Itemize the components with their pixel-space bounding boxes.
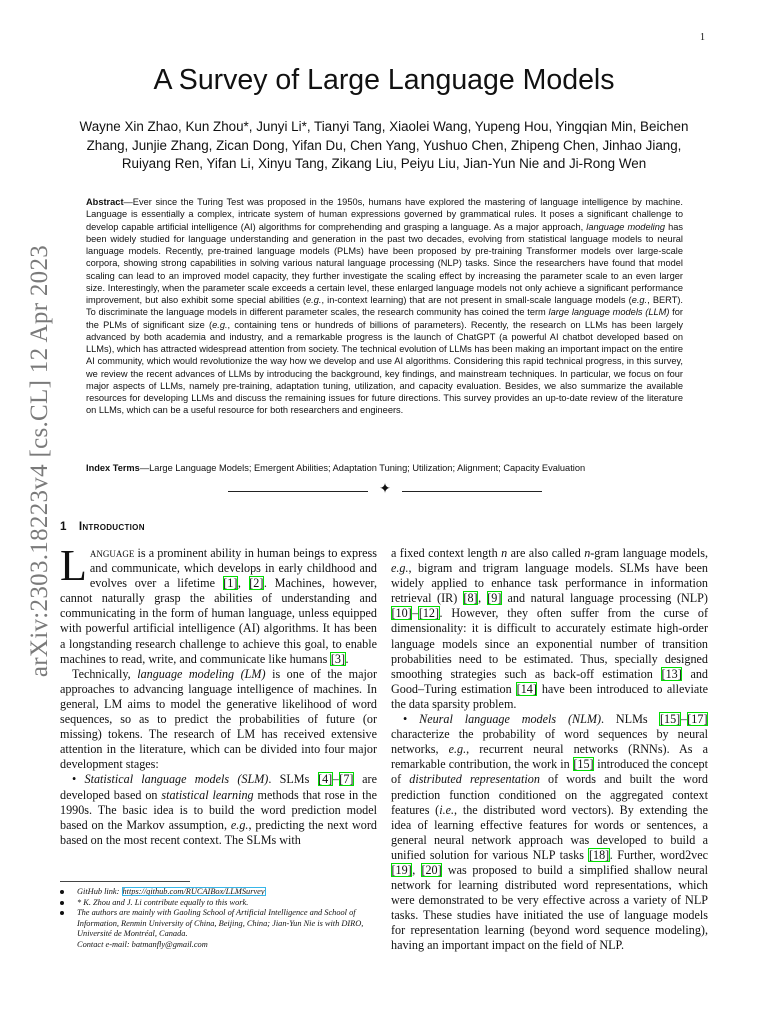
abstract-emphasis: e.g. — [631, 295, 648, 305]
abstract-label: Abstract — [86, 197, 124, 207]
bullet-icon — [60, 890, 64, 894]
abstract-emphasis: e.g. — [212, 319, 228, 330]
emphasis-text: distributed representation — [409, 772, 540, 787]
paper-title: A Survey of Large Language Models — [153, 64, 615, 96]
abstract-text: Ever since the Turing Test was proposed in the 1950s, humans have explored the mastering of language intelligence by machine. Language is essentially a complex, intricate system of human expressions governed by grammatical rules. It poses a significant challenge to develop capable artificial intelligence (AI) algorithms for comprehending and grasping a language. As a major approach, — [86, 197, 683, 232]
footnotes — [60, 887, 377, 950]
abstract-emphasis: e.g. — [306, 295, 322, 305]
citation-link[interactable]: [10] — [391, 606, 412, 621]
footnote-rule — [60, 881, 190, 882]
body-text: , recurrent neural networks (RNNs). As a remarkable contribution, the work in — [391, 742, 708, 772]
body-text: , bigram and trigram language models. SLMs have been widely applied to enhance task performance in information retrieval (IR) — [391, 561, 708, 606]
small-caps-word: anguage — [89, 546, 135, 560]
abstract — [86, 196, 683, 417]
body-text: and Good–Turing estimation — [391, 666, 708, 696]
body-text: was proposed to build a simplified shallow neural network for learning distributed word representations, which were demonstrated to be very effective across a variety of NLP tasks. These studies have initiated the use of language models for representation learning (beyond word sequence modeling), having an important impact on the field of NLP. — [391, 862, 708, 953]
intro-paragraph — [60, 772, 377, 847]
citation-link[interactable]: [7] — [339, 772, 354, 787]
citation-link[interactable]: [15] — [573, 757, 594, 772]
citation-link[interactable]: [12] — [418, 606, 440, 621]
body-text: , predicting the next word based on the most recent context. The SLMs with — [60, 817, 377, 847]
footnote-text: The authors are mainly with Gaoling School of Artificial Intelligence and School of Information, Renmin University of China, Beijing, China; Jian-Yun Nie is with DIRO, Université de Montréal, Canada. — [77, 908, 364, 938]
body-text: . NLMs — [601, 712, 660, 727]
bullet-icon: • — [403, 712, 408, 727]
body-text: of words and built the word prediction function conditioned on the aggregated context features ( — [391, 772, 709, 817]
intro-paragraph — [391, 712, 708, 954]
github-link[interactable]: https://github.com/RUCAIBox/LLMSurvey — [122, 887, 265, 896]
author-line: Ruiyang Ren, Yifan Li, Xinyu Tang, Zikang Liu, Peiyu Liu, Jian-Yun Nie and Ji-Rong Wen — [121, 156, 647, 171]
citation-link[interactable]: [19] — [391, 862, 412, 877]
body-text: a fixed context length — [391, 546, 502, 560]
emphasis-text: e.g. — [391, 561, 409, 576]
citation-link[interactable]: [17] — [687, 712, 708, 727]
citation-link[interactable]: [20] — [421, 862, 442, 877]
citation-link[interactable]: [13] — [661, 666, 682, 681]
citation-link[interactable]: [4] — [318, 772, 333, 787]
footnote-item — [60, 887, 377, 898]
body-text: , — [237, 576, 249, 591]
divider-star-icon: ✦ — [379, 482, 391, 497]
section-number: 1 — [60, 520, 67, 533]
footnote-text: * K. Zhou and J. Li contribute equally to this work. — [77, 897, 249, 907]
citation-link[interactable]: [2] — [249, 576, 264, 591]
abstract-text: , in-context learning) that are not present in small-scale language models ( — [321, 295, 632, 305]
citation-link[interactable]: [3] — [330, 651, 346, 666]
citation-link[interactable]: [18] — [588, 847, 610, 862]
body-text: -gram language models, — [590, 546, 709, 560]
body-text: Technically, — [72, 666, 138, 681]
intro-paragraph — [60, 541, 377, 667]
body-text: – — [680, 712, 687, 727]
author-line: Wayne Xin Zhao, Kun Zhou*, Junyi Li*, Tianyi Tang, Xiaolei Wang, Yupeng Hou, Yingqian Min, Beichen — [79, 119, 689, 134]
bullet-icon — [60, 901, 64, 905]
body-text: . Machines, however, cannot naturally grasp the abilities of understanding and communicating in the form of human language, unless equipped with powerful artificial intelligence (AI) algorithms. It has been a longstanding research challenge to achieve this goal, to enable machines to read, write, and communicate like humans — [60, 576, 377, 666]
abstract-emphasis: large language models (LLM) — [548, 307, 670, 318]
emphasis-text: Neural language models (NLM) — [419, 712, 602, 727]
body-text: , the distributed word vectors). By extending the idea of learning effective features for words or sentences, a general neural network approach was developed to build a unified solution for various NLP tasks — [391, 802, 708, 862]
abstract-emphasis: language modeling — [586, 221, 665, 232]
section-heading — [60, 520, 145, 533]
bullet-icon: • — [72, 772, 77, 787]
emphasis-text: language modeling (LM) — [137, 666, 266, 681]
index-terms-dash: — — [139, 463, 150, 473]
body-text: , — [412, 862, 421, 877]
contact-email: Contact e-mail: batmanfly@gmail.com — [77, 939, 208, 949]
divider-line — [402, 491, 542, 492]
abstract-text: has been widely studied for language understanding and generation in the past two decades, evolving from statistical language models to neural language models. Recently, pre-trained language models (PLMs) have been proposed by pre-training Transformer models over large-scale corpora, showing strong capabilities in solving various natural language processing (NLP) tasks. Since the researchers have found that model scaling can lead to an improved model capacity, they further investigate the scaling effect by increasing the parameter scale to an even larger size. Interestingly, when the parameter scale exceeds a certain level, these enlarged language models not only achieve a significant performance improvement, but also exhibit some special abilities ( — [86, 221, 683, 305]
intro-paragraph — [60, 667, 377, 773]
emphasis-text: e.g. — [230, 817, 249, 832]
body-text: are developed based on — [60, 772, 377, 802]
math-variable: n — [501, 546, 508, 560]
section-divider — [228, 484, 542, 498]
footnote-text: GitHub link: — [77, 887, 122, 896]
body-text: . — [345, 651, 349, 666]
footnote-item — [60, 898, 377, 909]
citation-link[interactable]: [14] — [516, 681, 537, 696]
right-column — [391, 546, 708, 954]
intro-paragraph — [391, 546, 708, 712]
index-terms-label: Index Terms — [86, 463, 140, 473]
citation-link[interactable]: [1] — [223, 576, 238, 591]
bullet-icon — [60, 911, 64, 915]
body-text: – — [412, 606, 419, 621]
left-column — [60, 541, 378, 848]
divider-line — [228, 491, 368, 492]
body-text: – — [332, 772, 339, 787]
abstract-text: for the PLMs of significant size ( — [86, 307, 683, 330]
author-list — [60, 118, 708, 174]
emphasis-text: e.g. — [448, 742, 467, 757]
citation-link[interactable]: [15] — [659, 712, 681, 727]
footnote-item — [60, 908, 377, 950]
body-text: introduced the concept of — [391, 757, 708, 787]
body-text: . However, they often suffer from the curse of dimensionality: it is difficult to accurately estimate high-order language models since an exponential number of transition probabilities need to be estimated. Thus, specially designed smoothing strategies such as back-off estimation — [391, 606, 708, 681]
body-text: are also called — [507, 546, 585, 560]
body-text: . Further, word2vec — [609, 847, 709, 862]
citation-link[interactable]: [9] — [487, 591, 502, 606]
emphasis-text: Statistical language models (SLM) — [84, 772, 269, 787]
emphasis-text: i.e. — [439, 802, 455, 817]
body-text: , — [478, 591, 487, 606]
index-terms — [86, 462, 683, 474]
abstract-text: , BERT). To discriminate the language models in different parameter scales, the research community has coined the term — [86, 295, 683, 318]
body-text: and natural language processing (NLP) — [501, 591, 708, 606]
citation-link[interactable]: [8] — [463, 591, 478, 606]
body-text: characterize the probability of word sequences by neural networks, — [391, 727, 708, 757]
drop-cap: L — [60, 541, 87, 590]
emphasis-text: statistical learning — [161, 787, 254, 802]
body-text: have been introduced to alleviate the data sparsity problem. — [391, 681, 708, 711]
body-text: is a prominent ability in human beings to express and communicate, which develops in early childhood and evolves over a lifetime — [89, 546, 377, 591]
index-terms-text: Large Language Models; Emergent Abilities; Adaptation Tuning; Utilization; Alignment; Capacity Evaluation — [149, 463, 586, 473]
abstract-dash: — — [123, 197, 133, 207]
author-line: Zhang, Junjie Zhang, Zican Dong, Yifan Du, Chen Yang, Yushuo Chen, Zhipeng Chen, Jinhao Jiang, — [86, 137, 682, 153]
body-text: . SLMs — [268, 772, 318, 787]
arxiv-identifier-stamp: arXiv:2303.18223v4 [cs.CL] 12 Apr 2023 — [26, 244, 53, 678]
body-text: methods that rose in the 1990s. The basic idea is to build the word prediction model based on the Markov assumption, — [60, 787, 377, 832]
abstract-text: , containing tens or hundreds of billions of parameters). Recently, the research on LLMs has been largely advanced by both academia and industry, and a remarkable progress is the launch of ChatGPT (a powerful AI chatbot developed based on LLMs), which has attracted widespread attention from society. The technical evolution of LLMs has been making an important impact on the entire AI community, which would revolutionize the way how we develop and use AI algorithms. Considering this rapid technical progress, in this survey, we review the recent advances of LLMs by introducing the background, key findings, and mainstream techniques. In particular, we focus on four major aspects of LLMs, namely pre-training, adaptation tuning, utilization, and capacity evaluation. Besides, we also summarize the available resources for developing LLMs and discuss the remaining issues for future directions. This survey provides an up-to-date review of the literature on LLMs, which can be a useful resource for both researchers and engineers. — [86, 319, 683, 416]
section-title: Introduction — [78, 520, 145, 533]
page-number: 1 — [700, 32, 705, 43]
body-text: is one of the major approaches to advancing language intelligence of machines. In general, LM aims to model the generative likelihood of word sequences, so as to predict the probabilities of future (or missing) tokens. The research of LM has received extensive attention in the literature, which can be divided into four major development stages: — [60, 666, 378, 772]
math-variable: n — [584, 546, 591, 560]
